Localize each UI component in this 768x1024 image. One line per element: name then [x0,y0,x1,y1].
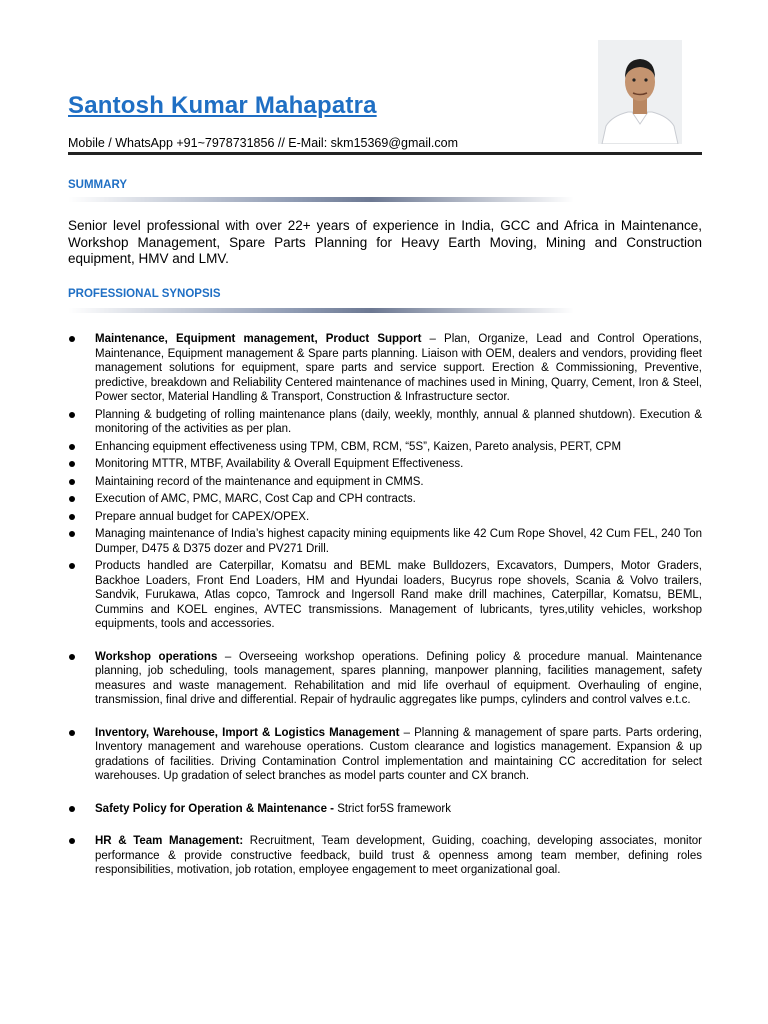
list-item: Maintaining record of the maintenance and equipment in CMMS. [68,475,702,490]
profile-photo [598,40,682,144]
list-item: HR & Team Management: Recruitment, Team development, Guiding, coaching, developing associates, monitor performance & provide constructive feedback, build trust & openness among team member, defining roles responsibilities, motivation, job rotation, employee engagement to meet organizational goal. [68,834,702,878]
bullet-icon [69,461,75,467]
contact-line: Mobile / WhatsApp +91~7978731856 // E-Mail: skm15369@gmail.com [68,136,458,150]
summary-text: Senior level professional with over 22+ years of experience in India, GCC and Africa in Maintenance, Workshop Management, Spare Parts Planning for Heavy Earth Moving, Mining and Construction equipment, HMV and LMV. [68,218,702,266]
summary-heading: SUMMARY [68,179,127,191]
summary-divider [68,197,574,202]
list-item: Prepare annual budget for CAPEX/OPEX. [68,510,702,525]
list-item: Products handled are Caterpillar, Komatsu and BEML make Bulldozers, Excavators, Dumpers, Motor Graders, Backhoe Loaders, Front End Loaders, HM and Hyundai loaders, Bucyrus rope shovels, Scania & Volvo trailers, Sandvik, Furukawa, Atlas copco, Tamrock and Ingersoll Rand make drill machines, Caterpillar, Komatsu, BEML, Cummins and KOEL engines, AVTEC transmissions. Management of lubricants, tyres,utility vehicles, workshop equipments, tools and accessories. [68,559,702,632]
bullet-icon [69,531,75,537]
synopsis-heading: PROFESSIONAL SYNOPSIS [68,288,221,300]
bullet-icon [69,806,75,812]
synopsis-list [68,332,702,881]
bullet-icon [69,479,75,485]
bullet-icon [69,730,75,736]
candidate-name: Santosh Kumar Mahapatra [68,92,377,119]
synopsis-divider [68,308,574,313]
list-item: Execution of AMC, PMC, MARC, Cost Cap and CPH contracts. [68,492,702,507]
list-item: Monitoring MTTR, MTBF, Availability & Overall Equipment Effectiveness. [68,457,702,472]
list-item: Safety Policy for Operation & Maintenance - Strict for5S framework [68,802,702,817]
list-item: Inventory, Warehouse, Import & Logistics Management – Planning & management of spare parts. Parts ordering, Inventory management and warehouse operations. Custom clearance and logistics management. Expansion & up gradations of facilities. Driving Contamination Control implementation and maintaining CC accreditation for select warehouses. Up gradation of select branches as model parts counter and CX branch. [68,726,702,784]
list-item: Planning & budgeting of rolling maintenance plans (daily, weekly, monthly, annual & planned shutdown). Execution & monitoring of the activities as per plan. [68,408,702,437]
bullet-icon [69,838,75,844]
bullet-icon [69,412,75,418]
list-item: Managing maintenance of India’s highest capacity mining equipments like 42 Cum Rope Shovel, 42 Cum FEL, 240 Ton Dumper, D475 & D375 dozer and PV271 Drill. [68,527,702,556]
bullet-icon [69,654,75,660]
bullet-icon [69,336,75,342]
bullet-icon [69,496,75,502]
header-divider [68,152,702,155]
list-item: Maintenance, Equipment management, Product Support – Plan, Organize, Lead and Control Operations, Maintenance, Equipment management & Spare parts planning. Liaison with OEM, dealers and vendors, providing fleet management solutions for equipment, spare parts and service support. Erection & Commissioning, Preventive, predictive, breakdown and Reliability Centered maintenance of machines used in Mining, Quarry, Cement, Iron & Steel, Power sector, Material Handling & Transport, Construction & Infrastructure sector. [68,332,702,405]
bullet-icon [69,514,75,520]
list-item: Workshop operations – Overseeing workshop operations. Defining policy & procedure manual. Maintenance planning, job scheduling, tools management, spares planning, manpower planning, facilities management, safety measures and waste management. Rehabilitation and mid life overhaul of equipment. Overhauling of engine, transmission, final drive and differential. Repair of hydraulic aggregates like pumps, cylinders and control valves e.t.c. [68,650,702,708]
list-item: Enhancing equipment effectiveness using TPM, CBM, RCM, “5S”, Kaizen, Pareto analysis, PERT, CPM [68,440,702,455]
bullet-icon [69,444,75,450]
bullet-icon [69,563,75,569]
